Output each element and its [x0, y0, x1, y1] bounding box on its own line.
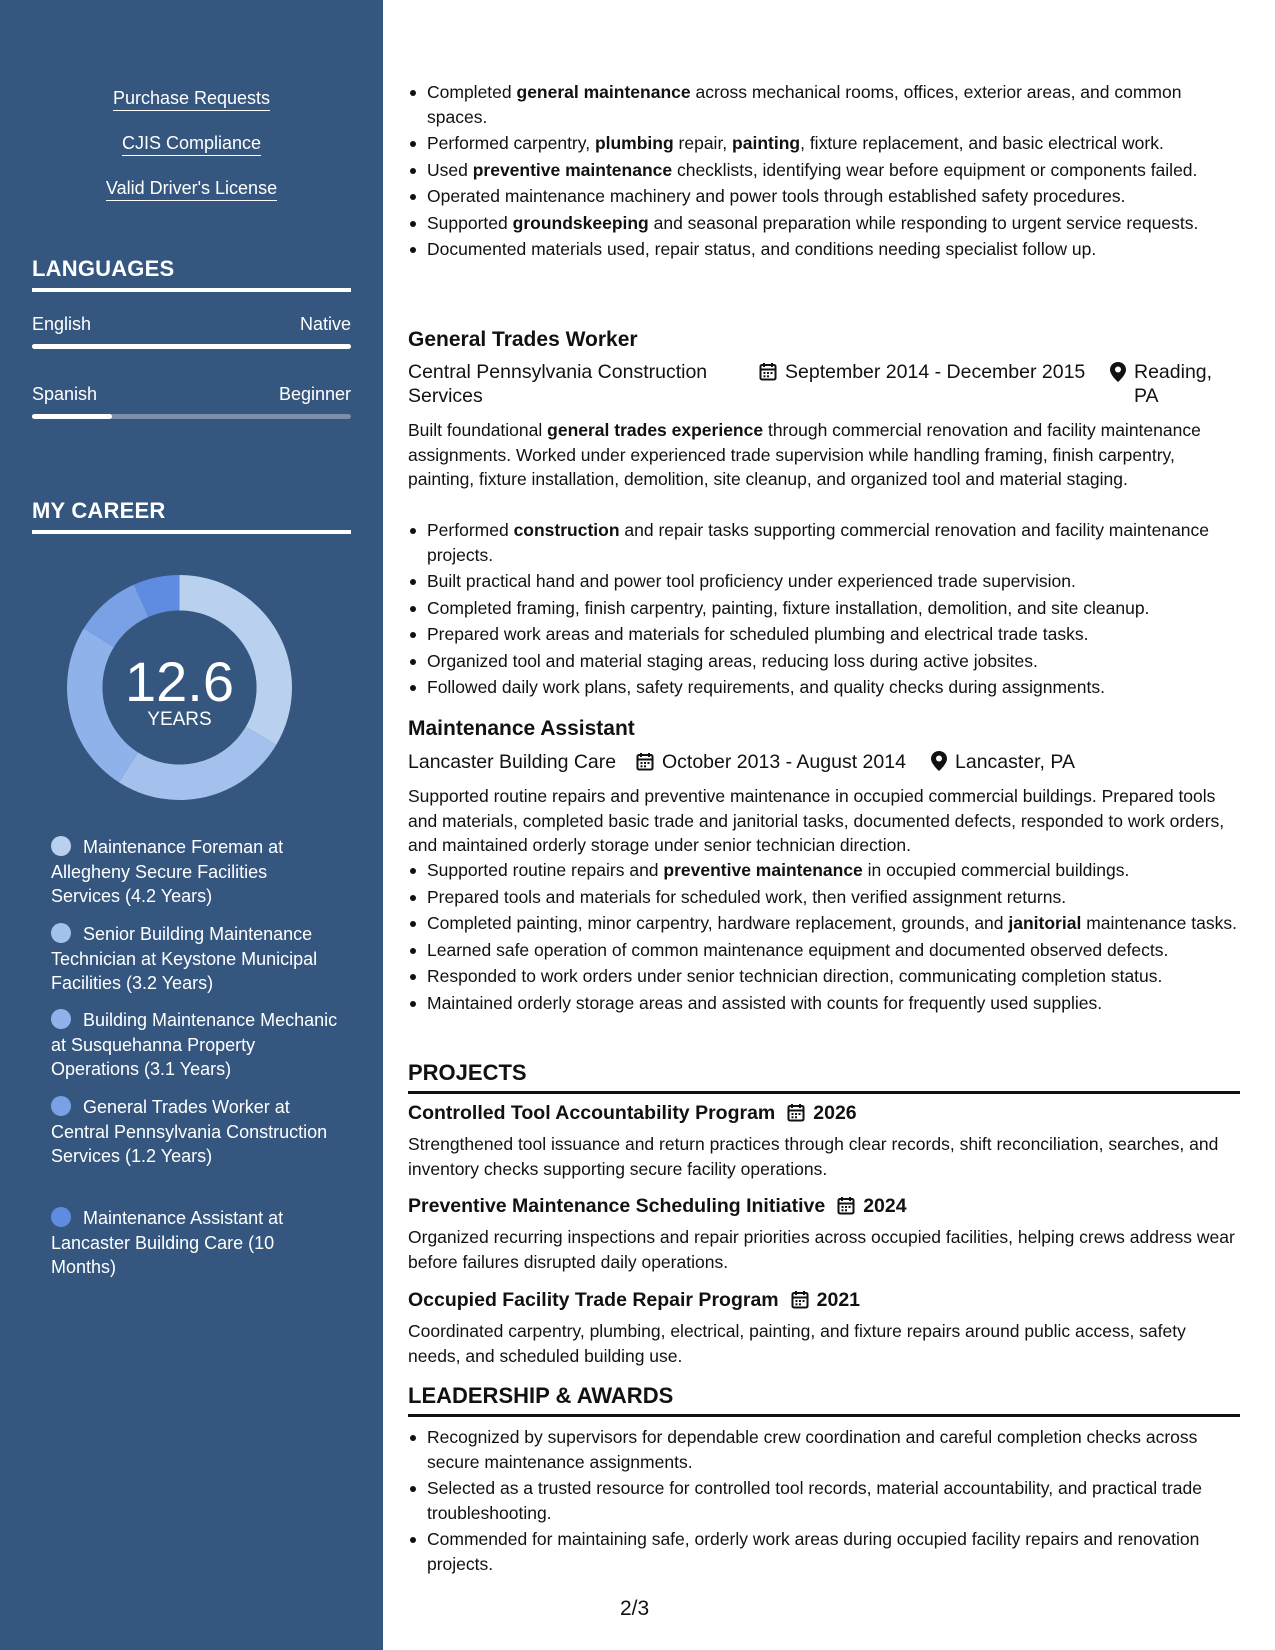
language-name: English [32, 314, 92, 334]
job-title: Maintenance Assistant [408, 717, 635, 740]
project-title: Occupied Facility Trade Repair Program 2021 [408, 1289, 861, 1311]
project-year: 2021 [816, 1289, 861, 1311]
language-proficiency-bar [32, 414, 351, 419]
bullet-item: Completed general maintenance across mechanical rooms, offices, exterior areas, and common spaces. [408, 80, 1240, 129]
project-year: 2026 [813, 1102, 857, 1124]
career-heading: MY CAREER [32, 498, 351, 534]
language-row [32, 384, 351, 405]
awards-heading: LEADERSHIP & AWARDS [408, 1383, 1240, 1417]
job-dates: October 2013 - August 2014 [636, 750, 906, 774]
skill-item: Valid Driver's License [0, 178, 383, 199]
bullet-item: Followed daily work plans, safety requirements, and quality checks during assignments. [408, 675, 1240, 700]
page-number: 2/3 [620, 1597, 650, 1620]
language-name: Spanish [32, 384, 98, 404]
skill-item: Purchase Requests [0, 88, 383, 109]
bullet-item: Prepared tools and materials for scheduled work, then verified assignment returns. [408, 885, 1240, 910]
job-company: Lancaster Building Care [408, 751, 617, 773]
career-dot [51, 923, 71, 943]
calendar-icon [837, 1196, 855, 1215]
language-proficiency-bar [32, 344, 351, 349]
calendar-icon [636, 752, 654, 771]
project-description: Coordinated carpentry, plumbing, electrical, painting, and fixture repairs around public access, safety needs, and scheduled building use. [408, 1321, 1186, 1366]
bullet-item: Responded to work orders under senior technician direction, communicating completion status. [408, 964, 1240, 989]
bullet-item: Operated maintenance machinery and power tools through established safety procedures. [408, 184, 1240, 209]
sidebar [0, 0, 383, 1650]
bullet-item: Performed carpentry, plumbing repair, painting, fixture replacement, and basic electrical work. [408, 131, 1240, 156]
calendar-icon [759, 362, 777, 381]
project-description: Strengthened tool issuance and return practices through clear records, shift reconciliation, searches, and inventory checks supporting secure facility operations. [408, 1134, 1219, 1179]
career-dot [51, 1096, 71, 1116]
bullet-item: Recognized by supervisors for dependable crew coordination and careful completion checks across secure maintenance assignments. [408, 1425, 1240, 1474]
career-dot [51, 1009, 71, 1029]
bullet-item: Completed framing, finish carpentry, painting, fixture installation, demolition, and site cleanup. [408, 596, 1240, 621]
career-dot [51, 836, 71, 856]
bullet-item: Supported routine repairs and preventive maintenance in occupied commercial buildings. [408, 858, 1240, 883]
job-bullets [408, 858, 1240, 1017]
job-dates: September 2014 - December 2015 [759, 360, 1085, 384]
location-pin-icon [931, 751, 947, 771]
bullet-item: Selected as a trusted resource for controlled tool records, material accountability, and practical trade troubleshooting. [408, 1476, 1240, 1525]
job-bullets [408, 518, 1240, 702]
career-dot [51, 1207, 71, 1227]
job-location: Lancaster, PA [931, 750, 1075, 774]
bullet-item: Completed painting, minor carpentry, hardware replacement, grounds, and janitorial maintenance tasks. [408, 911, 1240, 936]
language-proficiency-fill [32, 344, 351, 349]
bullet-item: Used preventive maintenance checklists, identifying wear before equipment or components failed. [408, 158, 1240, 183]
career-total-value: 12.6 [125, 650, 234, 713]
career-item: Maintenance Foreman at Allegheny Secure Facilities Services (4.2 Years) [51, 837, 284, 906]
career-item: General Trades Worker at Central Pennsylvania Construction Services (1.2 Years) [51, 1097, 328, 1166]
bullet-item: Supported groundskeeping and seasonal preparation while responding to urgent service requests. [408, 211, 1240, 236]
job-summary: Built foundational general trades experience through commercial renovation and facility maintenance assignments. Worked under experienced trade supervision while handling framing, finish carpentry, painting, fixture installation, demolition, site cleanup, and organized tool and material staging. [408, 420, 1201, 489]
project-description: Organized recurring inspections and repair priorities across occupied facilities, helping crews address wear before failures disrupted daily operations. [408, 1227, 1235, 1272]
career-total-unit: YEARS [147, 709, 212, 730]
career-item: Senior Building Maintenance Technician at Keystone Municipal Facilities (3.2 Years) [51, 924, 318, 993]
bullet-item: Prepared work areas and materials for scheduled plumbing and electrical trade tasks. [408, 622, 1240, 647]
job-summary: Supported routine repairs and preventive maintenance in occupied commercial buildings. Prepared tools and materials, completed basic trade and janitorial tasks, documented defects, responded to work orders, and maintained orderly storage under senior technician direction. [408, 786, 1225, 855]
job-company: Central Pennsylvania Construction Services [408, 361, 708, 407]
awards-bullets [408, 1425, 1240, 1578]
languages-heading: LANGUAGES [32, 256, 351, 292]
job-title: General Trades Worker [408, 328, 638, 351]
career-item: Maintenance Assistant at Lancaster Building Care (10 Months) [51, 1208, 284, 1277]
language-proficiency-fill [32, 414, 112, 419]
career-total [67, 575, 292, 800]
job-location: Reading, PA [1110, 360, 1240, 408]
calendar-icon [787, 1103, 805, 1122]
career-item: Building Maintenance Mechanic at Susquehanna Property Operations (3.1 Years) [51, 1010, 338, 1079]
project-year: 2024 [863, 1195, 907, 1217]
location-pin-icon [1110, 362, 1126, 382]
bullet-item: Performed construction and repair tasks supporting commercial renovation and facility maintenance projects. [408, 518, 1240, 567]
projects-heading: PROJECTS [408, 1060, 1240, 1094]
language-row [32, 314, 351, 335]
bullet-item: Organized tool and material staging areas, reducing loss during active jobsites. [408, 649, 1240, 674]
calendar-icon [791, 1290, 809, 1309]
language-level: Beginner [278, 384, 351, 404]
project-title: Preventive Maintenance Scheduling Initiative 2024 [408, 1195, 907, 1217]
bullet-item: Commended for maintaining safe, orderly work areas during occupied facility repairs and renovation projects. [408, 1527, 1240, 1576]
skill-item: CJIS Compliance [0, 133, 383, 154]
bullet-item: Documented materials used, repair status, and conditions needing specialist follow up. [408, 237, 1240, 262]
bullet-item: Built practical hand and power tool proficiency under experienced trade supervision. [408, 569, 1240, 594]
bullet-item: Maintained orderly storage areas and assisted with counts for frequently used supplies. [408, 991, 1240, 1016]
language-level: Native [299, 314, 351, 334]
experience-bullets [408, 80, 1240, 264]
bullet-item: Learned safe operation of common maintenance equipment and documented observed defects. [408, 938, 1240, 963]
project-title: Controlled Tool Accountability Program 2026 [408, 1102, 857, 1124]
